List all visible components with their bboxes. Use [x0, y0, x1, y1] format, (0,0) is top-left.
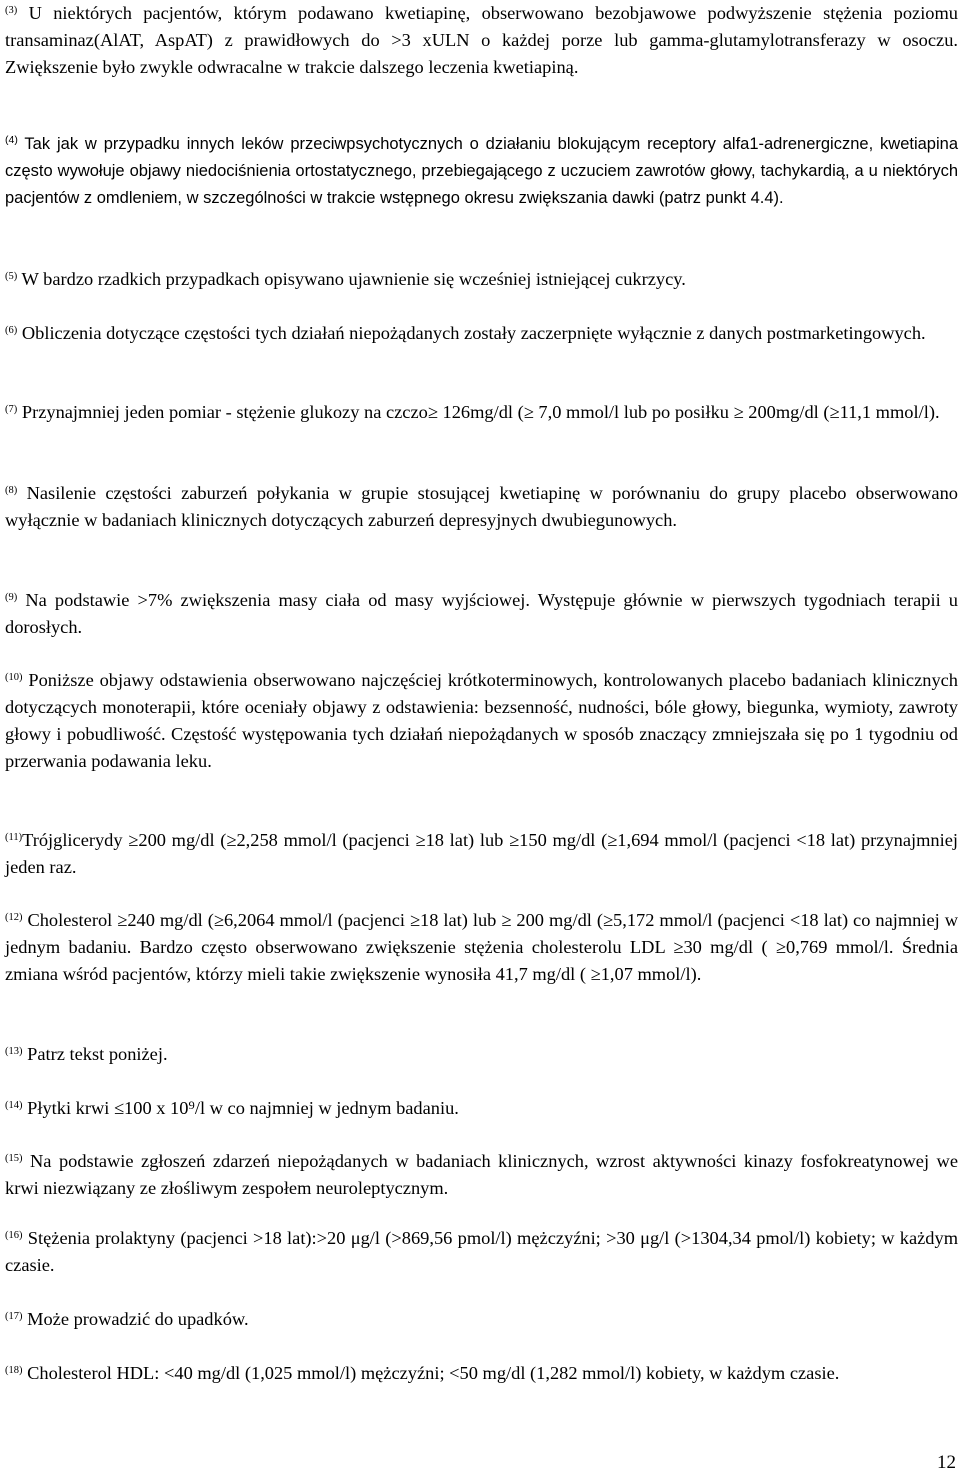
page-number: 12 — [937, 1452, 956, 1473]
footnote-text: Patrz tekst poniżej. — [27, 1044, 168, 1064]
footnote-text: Tak jak w przypadku innych leków przeciwpsychotycznych o działaniu blokującym receptory alfa1-adrenergiczne, kwetiapina często wywołuje objawy niedociśnienia ortostatycznego, przebiegającego z uczuciem zawrotów głowy, tachykardią, a u niektórych pacjentów z omdleniem, w szczególności w trakcie wstępnego okresu zwiększania dawki (patrz punkt 4.4). — [5, 135, 958, 207]
footnote-10 — [5, 667, 958, 775]
footnote-text: Może prowadzić do upadków. — [27, 1309, 249, 1329]
footnote-text: Poniższe objawy odstawienia obserwowano najczęściej krótkoterminowych, kontrolowanych placebo badaniach klinicznych dotyczących monoterapii, które oceniały objawy z odstawienia: bezsenność, nudności, bóle głowy, biegunka, wymioty, zawroty głowy i pobudliwość. Częstość występowania tych działań niepożądanych w sposób znaczący zmniejszała się po 1 tygodniu od przerwania podawania leku. — [5, 670, 958, 771]
footnote-marker: (17) — [5, 1311, 23, 1322]
footnote-text: Cholesterol HDL: <40 mg/dl (1,025 mmol/l) mężczyźni; <50 mg/dl (1,282 mmol/l) kobiety, w każdym czasie. — [27, 1363, 840, 1383]
footnote-13 — [5, 1041, 958, 1068]
footnote-15 — [5, 1148, 958, 1202]
footnote-text: Obliczenia dotyczące częstości tych działań niepożądanych zostały zaczerpnięte wyłącznie z danych postmarketingowych. — [21, 323, 926, 343]
footnote-7 — [5, 399, 958, 426]
footnote-text: Przynajmniej jeden pomiar - stężenie glukozy na czczo≥ 126mg/dl (≥ 7,0 mmol/l lub po posiłku ≥ 200mg/dl (≥11,1 mmol/l). — [21, 402, 940, 422]
footnote-text: W bardzo rzadkich przypadkach opisywano ujawnienie się wcześniej istniejącej cukrzycy. — [21, 269, 686, 289]
footnote-4 — [5, 131, 958, 212]
footnote-marker: (12) — [5, 912, 23, 923]
footnote-marker: (16) — [5, 1230, 23, 1241]
footnote-marker: (13) — [5, 1046, 23, 1057]
footnote-marker: (18) — [5, 1365, 23, 1376]
footnote-text: Na podstawie zgłoszeń zdarzeń niepożądanych w badaniach klinicznych, wzrost aktywności kinazy fosfokreatynowej we krwi niezwiązany ze złośliwym zespołem neuroleptycznym. — [5, 1151, 959, 1198]
footnote-text: Trójglicerydy ≥200 mg/dl (≥2,258 mmol/l (pacjenci ≥18 lat) lub ≥150 mg/dl (≥1,694 mmol/l (pacjenci <18 lat) przynajmniej jeden raz. — [5, 830, 958, 877]
footnote-12 — [5, 907, 958, 988]
footnote-marker: (7) — [5, 404, 18, 415]
footnote-text: Na podstawie >7% zwiększenia masy ciała od masy wyjściowej. Występuje głównie w pierwszych tygodniach terapii u dorosłych. — [5, 590, 958, 637]
footnote-11 — [5, 827, 958, 881]
footnote-14 — [5, 1095, 958, 1122]
footnote-marker: (3) — [5, 5, 18, 16]
footnote-8 — [5, 480, 958, 534]
footnote-6 — [5, 320, 958, 347]
footnote-marker: (14) — [5, 1100, 23, 1111]
footnote-text: U niektórych pacjentów, którym podawano kwetiapinę, obserwowano bezobjawowe podwyższenie stężenia poziomu transaminaz(AlAT, AspAT) z prawidłowych do >3 xULN o każdej porze lub gamma-glutamylotransferazy w osoczu. Zwiększenie było zwykle odwracalne w trakcie dalszego leczenia kwetiapiną. — [5, 3, 958, 77]
footnote-17 — [5, 1306, 958, 1333]
footnote-text: Cholesterol ≥240 mg/dl (≥6,2064 mmol/l (pacjenci ≥18 lat) lub ≥ 200 mg/dl (≥5,172 mmol/l (pacjenci <18 lat) co najmniej w jednym badaniu. Bardzo często obserwowano zwiększenie stężenia cholesterolu LDL ≥30 mg/dl ( ≥0,769 mmol/l. Średnia zmiana wśród pacjentów, którzy mieli takie zwiększenie wynosiła 41,7 mg/dl ( ≥1,07 mmol/l). — [5, 910, 958, 984]
footnote-marker: (15) — [5, 1153, 23, 1164]
footnote-marker: (9) — [5, 592, 18, 603]
footnote-16 — [5, 1225, 958, 1279]
footnote-text: Nasilenie częstości zaburzeń połykania w grupie stosującej kwetiapinę w porównaniu do grupy placebo obserwowano wyłącznie w badaniach klinicznych dotyczących zaburzeń depresyjnych dwubiegunowych. — [5, 483, 958, 530]
footnote-marker: (6) — [5, 325, 18, 336]
footnote-9 — [5, 587, 958, 641]
footnote-marker: (5) — [5, 271, 18, 282]
footnote-text: Płytki krwi ≤100 x 10⁹/l w co najmniej w jednym badaniu. — [27, 1098, 459, 1118]
footnote-18 — [5, 1360, 958, 1387]
footnote-5 — [5, 266, 958, 293]
footnote-text: Stężenia prolaktyny (pacjenci >18 lat):>20 μg/l (>869,56 pmol/l) mężczyźni; >30 μg/l (>1304,34 pmol/l) kobiety; w każdym czasie. — [5, 1228, 958, 1275]
footnote-3 — [5, 0, 958, 81]
footnote-marker: (11) — [5, 832, 23, 843]
footnote-marker: (10) — [5, 672, 23, 683]
footnote-marker: (8) — [5, 485, 18, 496]
footnote-marker: (4) — [5, 134, 18, 146]
